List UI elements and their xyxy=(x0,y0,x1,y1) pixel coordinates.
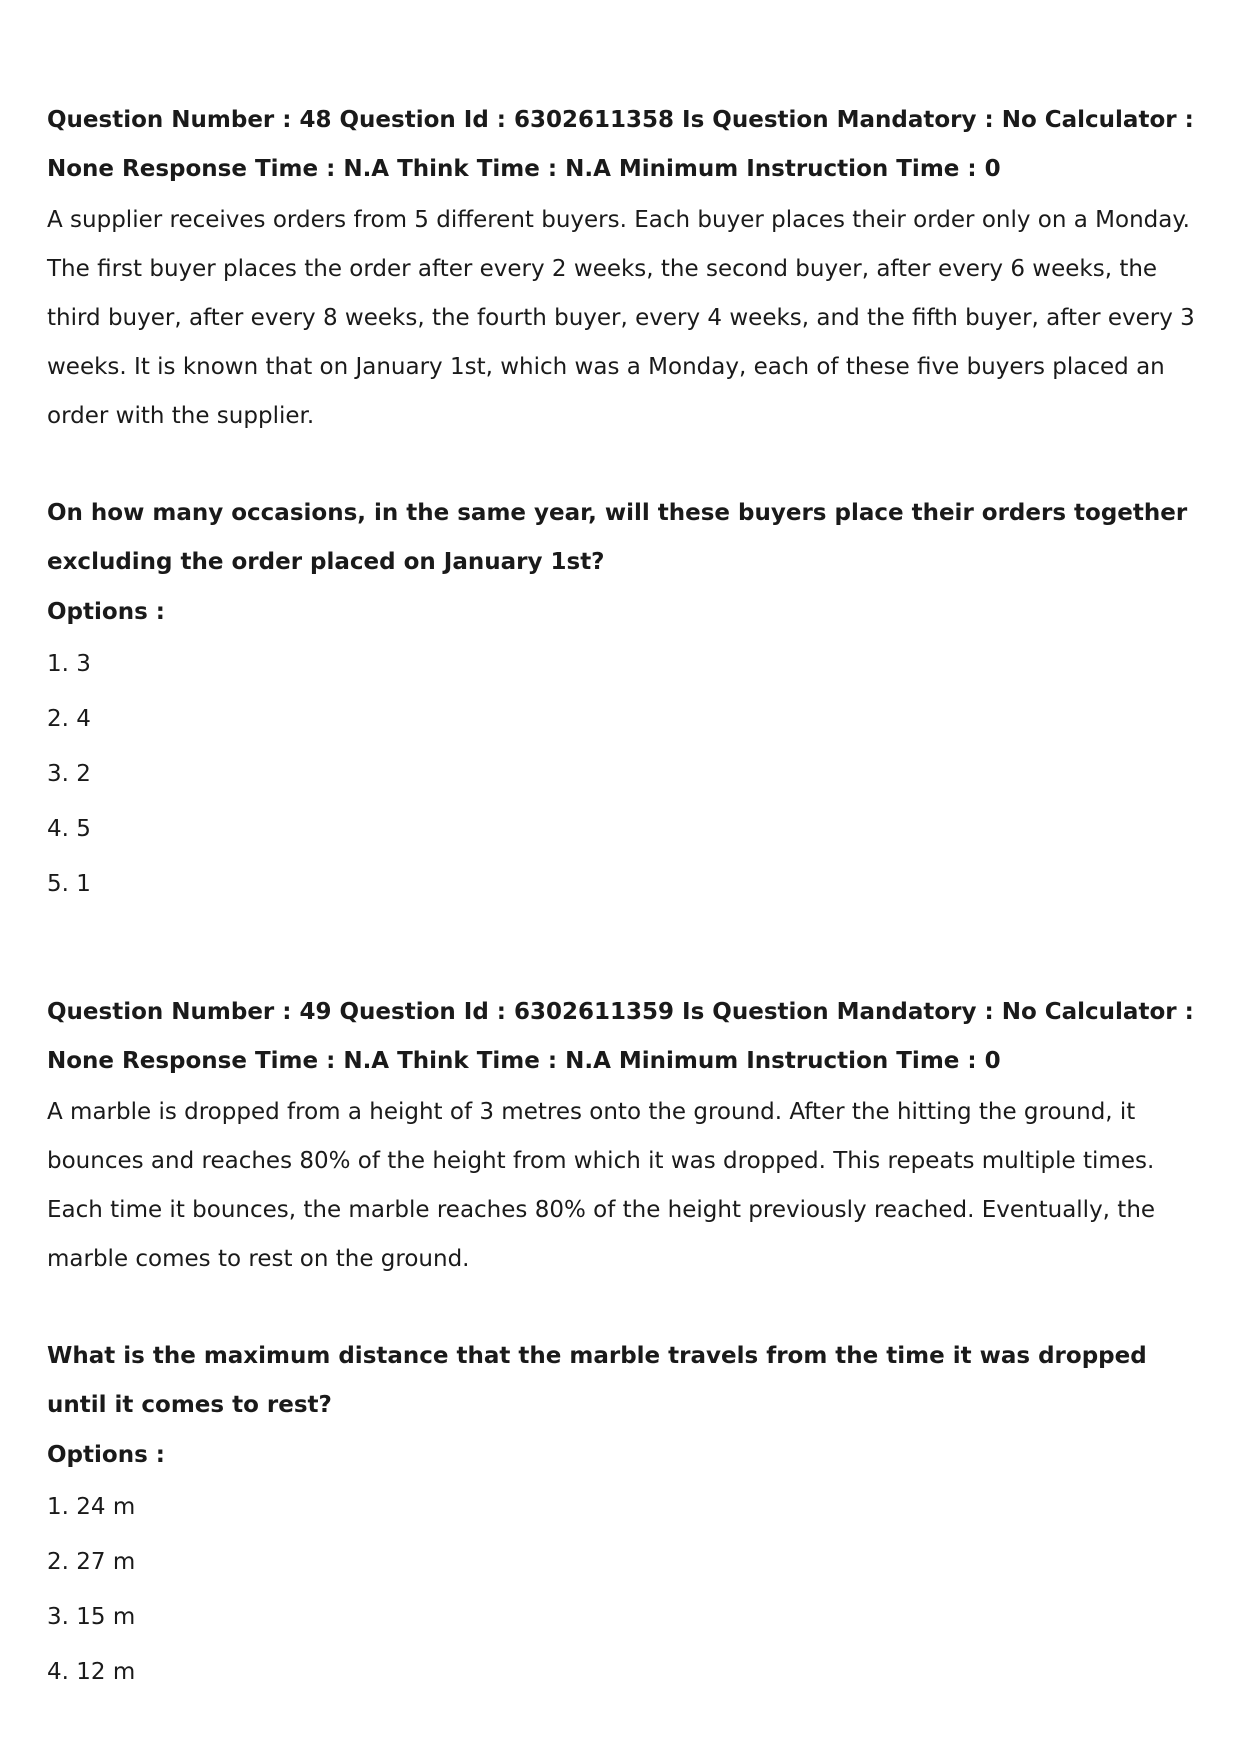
option-5: 5. 1 xyxy=(47,871,91,897)
question-meta: Question Number : 48 Question Id : 6302611358 Is Question Mandatory : No Calculator : None Response Time : N.A Think Time : N.A Minimum Instruction Time : 0 xyxy=(47,107,1194,182)
question-prompt: What is the maximum distance that the marble travels from the time it was dropped until it comes to rest? xyxy=(47,1343,1147,1418)
option-4: 4. 5 xyxy=(47,816,91,842)
question-49 xyxy=(47,988,1200,1700)
question-body: A supplier receives orders from 5 different buyers. Each buyer places their order only on a Monday. The first buyer places the order after every 2 weeks, the second buyer, after every 6 weeks, the third buyer, after every 8 weeks, the fourth buyer, every 4 weeks, and the fifth buyer, after every 3 weeks. It is known that on January 1st, which was a Monday, each of these five buyers placed an order with the supplier. xyxy=(47,207,1195,429)
question-meta: Question Number : 49 Question Id : 6302611359 Is Question Mandatory : No Calculator : None Response Time : N.A Think Time : N.A Minimum Instruction Time : 0 xyxy=(47,999,1194,1074)
question-body: A marble is dropped from a height of 3 metres onto the ground. After the hitting the ground, it bounces and reaches 80% of the height from which it was dropped. This repeats multiple times. Each time it bounces, the marble reaches 80% of the height previously reached. Eventually, the marble comes to rest on the ground. xyxy=(47,1099,1156,1272)
option-2: 2. 27 m xyxy=(47,1549,136,1575)
option-1: 1. 3 xyxy=(47,651,91,677)
option-3: 3. 15 m xyxy=(47,1604,136,1630)
options-label: Options : xyxy=(47,1442,165,1468)
options-label: Options : xyxy=(47,599,165,625)
option-4: 4. 12 m xyxy=(47,1659,136,1685)
options-list xyxy=(47,1480,1200,1700)
option-1: 1. 24 m xyxy=(47,1494,136,1520)
options-list xyxy=(47,637,1200,912)
question-48 xyxy=(47,96,1200,912)
option-3: 3. 2 xyxy=(47,761,91,787)
question-prompt: On how many occasions, in the same year, will these buyers place their orders together excluding the order placed on January 1st? xyxy=(47,500,1188,575)
option-2: 2. 4 xyxy=(47,706,91,732)
